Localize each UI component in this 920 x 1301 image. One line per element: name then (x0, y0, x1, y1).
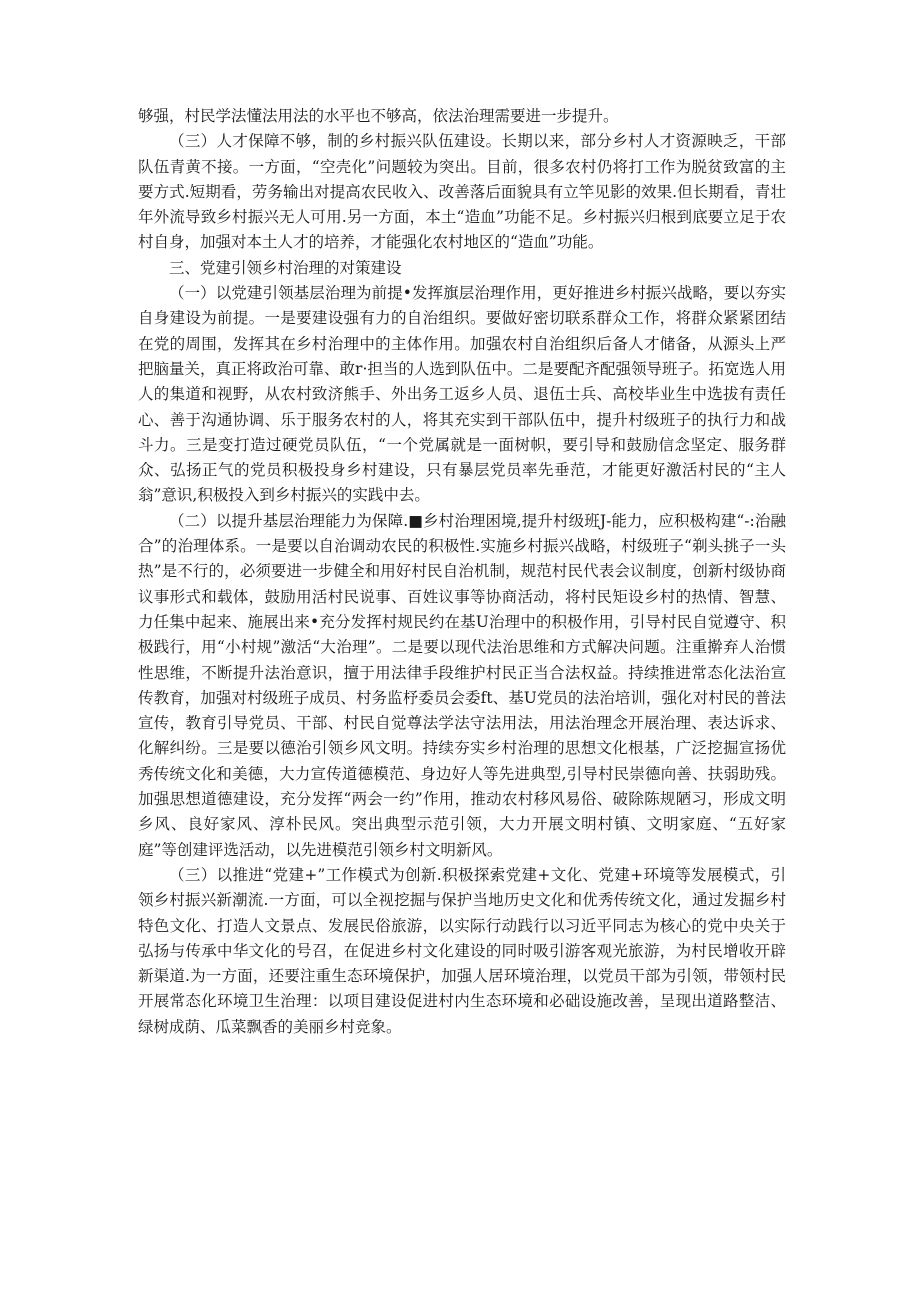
paragraph-rule-of-law-continued: 够强，村民学法懂法用法的水平也不够高，依法治理需要进一步提升。 (138, 107, 619, 125)
paragraph-party-building-premise: （一）以党建引领基层治理为前提•发挥旗层治理作用，更好推进乡村振兴战略，要以夯实自身建设为前提。一是要建设强有力的自治组织。要做好密切联系群众工作，将群众紧紧团结在党的周围，发挥其在乡村治理中的主体作用。加强农村自治组织后备人才储备，从源头上严把脑量关，真正将政治可靠、敢r·担当的人选到队伍中。二是要配齐配强领导班子。拓宽选人用人的集道和视野，从农村致济熊手、外出务工返乡人员、退伍士兵、高校毕业生中选拔有责任心、善于沟通协调、乐于服务农村的人，将其充实到干部队伍中，提升村级班子的执行力和战斗力。三是变打造过硬党员队伍，“一个党属就是一面树帜，要引导和鼓励信念坚定、服务群众、弘扬正气的党员积极投身乡村建设，只有暴层党员率先垂范，才能更好激活村民的“主人翁”意识,积极投入到乡村振兴的实践中去。 (138, 284, 786, 505)
paragraph-talent-guarantee: （三）人才保障不够，制的乡村振兴队伍建设。长期以来，部分乡村人才资源映乏，干部队伍青黄不接。一方面，“空壳化”问题较为突出。目前，很多农村仍将打工作为脱贫致富的主要方式.短期看，劳务输出对提高农民收入、改善落后面貌具有立竿见影的效果.但长期看，青壮年外流导致乡村振兴无人可用.另一方面，本土“造血”功能不足。乡村振兴归根到底要立足于农村自身，加强对本土人才的培养，才能强化农村地区的“造血”功能。 (138, 132, 786, 252)
paragraph-party-building-plus: （三）以推进“党建+”工作模式为创新.积极探索党建+文化、党建+环境等发展模式，引领乡村振兴新潮流.一方面，可以全视挖掘与保护当地历史文化和优秀传统文化，通过发掘乡村特色文化、打造人文景点、发展民俗旅游，以实际行动践行以习近平同志为核心的党中央关于弘扬与传承中华文化的号召，在促进乡村文化建设的同时吸引游客观光旅游，为村民增收开辟新渠道.为一方面，还要注重生态环境保护，加强人居环境治理，以党员干部为引领，带领村民开展常态化环境卫生治理：以项目建设促进村内生态环境和必础设施改善，呈现出道路整洁、绿树成荫、瓜菜飘香的美丽乡村竞象。 (138, 865, 786, 1036)
section-heading-countermeasures: 三、党建引领乡村治理的对策建设 (169, 258, 402, 277)
document-page (138, 104, 786, 1040)
paragraph-governance-capacity: （二）以提升基层治理能力为保障.■乡村治理困境,提升村级班J-能力，应积极构建“-:治融合”的治理体系。一是要以自治调动农民的积极性.实施乡村振兴战略，村级班子“剃头挑子一头热”是不行的，必须要进一步健全和用好村民自治机制，规范村民代表会议制度，创新村级协商议事形式和载体，鼓励用活村民说事、百姓议事等协商活动，将村民矩设乡村的热情、智慧、力任集中起来、施展出来•充分发挥村规民约在基U治理中的积极作用，引导村民自觉遵守、积极践行，用“小村规”激活“大治理”。二是要以现代法治思维和方式解决问题。注重擀弃人治惯性思维，不断提升法治意识，擅于用法律手段维护村民正当合法权益。持续推进常态化法治宣传教育，加强对村级班子成员、村务监杼委员会委ft、基U党员的法治培训，强化对村民的普法宣传，教育引导党员、干部、村民自觉尊法学法守法用法，用法治理念开展治理、表达诉求、化解纠纷。三是要以德治引领乡风文明。持续夯实乡村治理的思想文化根基，广泛挖掘宣扬优秀传统文化和美德，大力宣传道德模范、身边好人等先进典型,引导村民崇德向善、扶弱助残。加强思想道德建设，充分发挥“两会一约”作用，推动农村移风易俗、破除陈规陋习，形成文明乡风、良好家风、淳朴民风。突出典型示范引领，大力开展文明村镇、文明家庭、“五好家庭”等创建评选活动，以先进模范引领乡村文明新风。 (138, 511, 786, 859)
